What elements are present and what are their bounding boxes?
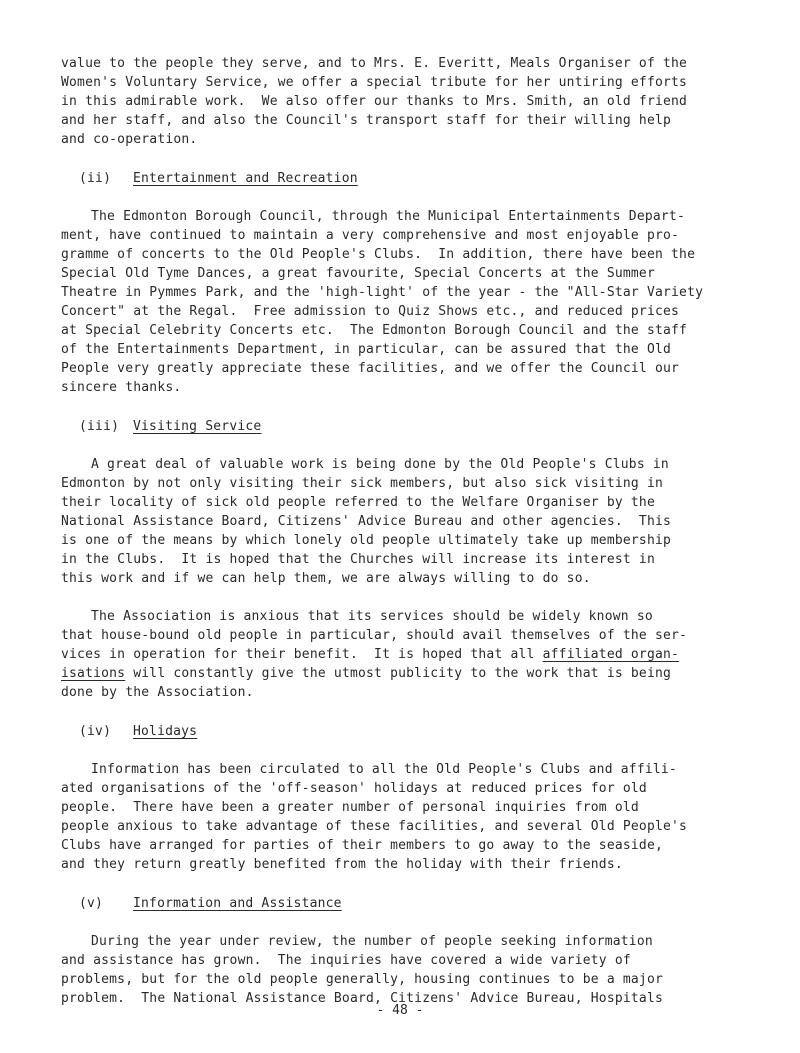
text-line: and co-operation. bbox=[61, 132, 198, 147]
text-line: Theatre in Pymmes Park, and the 'high-light' of the year - the "All-Star Variety bbox=[61, 285, 704, 300]
text-line: ated organisations of the 'off-season' holidays at reduced prices for old bbox=[61, 781, 647, 796]
text-line: The Edmonton Borough Council, through the Municipal Entertainments Depart- bbox=[91, 209, 685, 224]
text-line: Clubs have arranged for parties of their members to go away to the seaside, bbox=[61, 838, 663, 853]
text-line: The Association is anxious that its services should be widely known so bbox=[91, 609, 653, 624]
text-line: at Special Celebrity Concerts etc. The Edmonton Borough Council and the staff bbox=[61, 323, 688, 338]
text-line: and her staff, and also the Council's transport staff for their willing help bbox=[61, 113, 672, 128]
underlined-text: affiliated organ- bbox=[542, 647, 680, 662]
text-line: Special Old Tyme Dances, a great favourite, Special Concerts at the Summer bbox=[61, 266, 655, 281]
text-line: Information has been circulated to all the Old People's Clubs and affili- bbox=[91, 762, 677, 777]
entertainment-paragraph bbox=[61, 207, 761, 397]
text-line: of the Entertainments Department, in particular, can be assured that the Old bbox=[61, 342, 672, 357]
text-line bbox=[61, 664, 761, 683]
section-heading-information bbox=[61, 894, 761, 913]
text-line: problem. The National Assistance Board, Citizens' Advice Bureau, Hospitals bbox=[61, 991, 663, 1006]
section-heading-visiting bbox=[61, 417, 761, 436]
section-number: (ii) bbox=[79, 171, 112, 186]
text-span: will constantly give the utmost publicity to the work that is being bbox=[125, 666, 672, 681]
section-number: (iv) bbox=[79, 724, 112, 739]
section-title: Entertainment and Recreation bbox=[133, 171, 358, 186]
visiting-paragraph-2 bbox=[61, 607, 761, 702]
holidays-paragraph bbox=[61, 760, 761, 874]
text-line: sincere thanks. bbox=[61, 380, 182, 395]
text-line: people. There have been a greater number of personal inquiries from old bbox=[61, 800, 639, 815]
text-line: Women's Voluntary Service, we offer a special tribute for her untiring efforts bbox=[61, 75, 688, 90]
page-number: - 48 - bbox=[376, 1003, 424, 1018]
information-paragraph bbox=[61, 932, 761, 1008]
underlined-text: isations bbox=[61, 666, 126, 681]
text-line: is one of the means by which lonely old people ultimately take up membership bbox=[61, 533, 672, 548]
text-line: People very greatly appreciate these facilities, and we offer the Council our bbox=[61, 361, 680, 376]
text-line: value to the people they serve, and to Mrs. E. Everitt, Meals Organiser of the bbox=[61, 56, 688, 71]
text-line: A great deal of valuable work is being done by the Old People's Clubs in bbox=[91, 457, 669, 472]
text-line: gramme of concerts to the Old People's Clubs. In addition, there have been the bbox=[61, 247, 696, 262]
text-line: During the year under review, the number of people seeking information bbox=[91, 934, 653, 949]
section-number: (v) bbox=[79, 896, 104, 911]
section-title: Visiting Service bbox=[133, 419, 262, 434]
text-line: Concert" at the Regal. Free admission to Quiz Shows etc., and reduced prices bbox=[61, 304, 680, 319]
text-line: and assistance has grown. The inquiries have covered a wide variety of bbox=[61, 953, 631, 968]
text-line: their locality of sick old people referred to the Welfare Organiser by the bbox=[61, 495, 655, 510]
text-span: vices in operation for their benefit. It is hoped that all bbox=[61, 647, 543, 662]
text-line: Edmonton by not only visiting their sick members, but also sick visiting in bbox=[61, 476, 663, 491]
text-line: people anxious to take advantage of these facilities, and several Old People's bbox=[61, 819, 688, 834]
text-line: that house-bound old people in particular, should avail themselves of the ser- bbox=[61, 628, 688, 643]
text-line: and they return greatly benefited from the holiday with their friends. bbox=[61, 857, 623, 872]
intro-paragraph bbox=[61, 54, 761, 149]
section-heading-entertainment bbox=[61, 169, 761, 188]
section-title: Information and Assistance bbox=[133, 896, 342, 911]
text-line bbox=[61, 645, 761, 664]
section-number: (iii) bbox=[79, 419, 120, 434]
section-title: Holidays bbox=[133, 724, 198, 739]
text-line: National Assistance Board, Citizens' Advice Bureau and other agencies. This bbox=[61, 514, 672, 529]
text-line: ment, have continued to maintain a very comprehensive and most enjoyable pro- bbox=[61, 228, 680, 243]
document-page bbox=[61, 54, 761, 1008]
text-line: problems, but for the old people generally, housing continues to be a major bbox=[61, 972, 663, 987]
text-line: done by the Association. bbox=[61, 685, 254, 700]
section-heading-holidays bbox=[61, 722, 761, 741]
text-line: in this admirable work. We also offer our thanks to Mrs. Smith, an old friend bbox=[61, 94, 688, 109]
text-line: this work and if we can help them, we are always willing to do so. bbox=[61, 571, 591, 586]
text-line: in the Clubs. It is hoped that the Churches will increase its interest in bbox=[61, 552, 655, 567]
visiting-paragraph-1 bbox=[61, 455, 761, 588]
